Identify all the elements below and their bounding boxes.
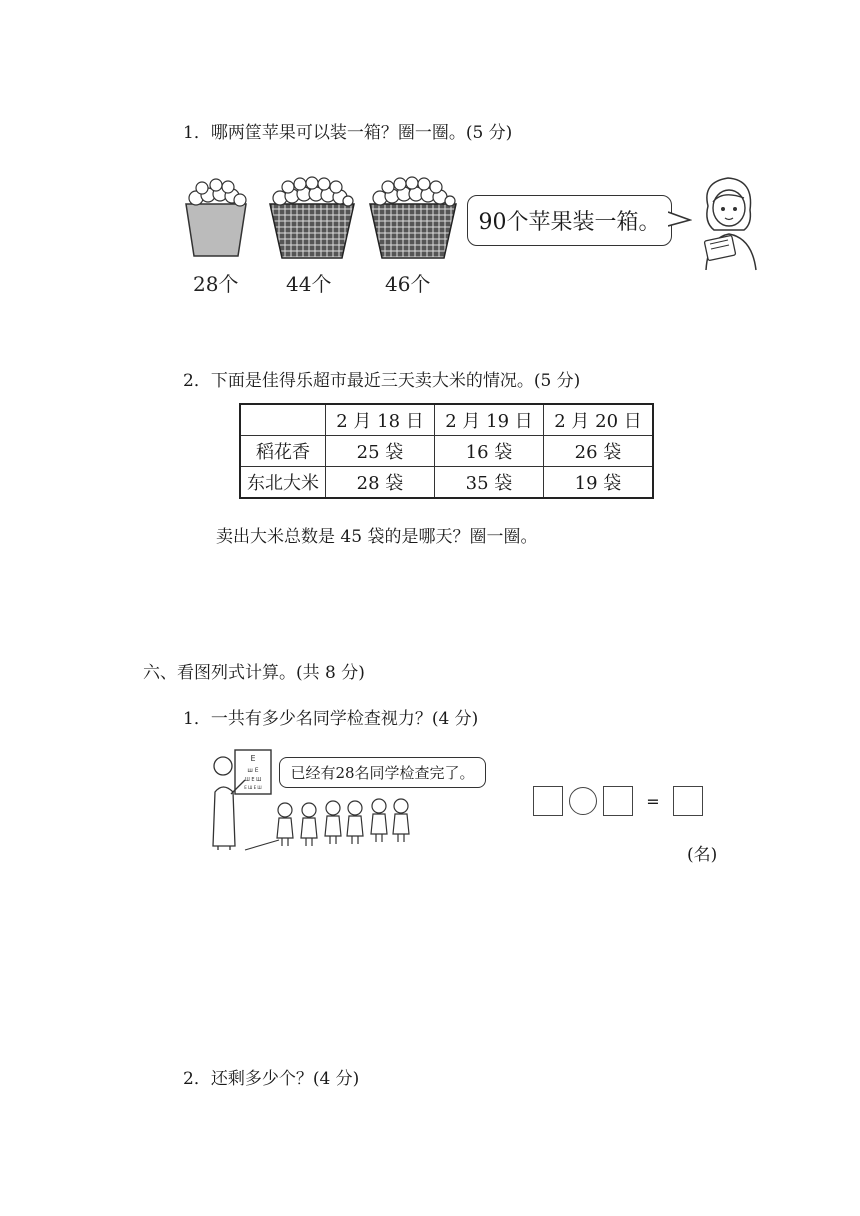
speech-bubble-apples-text: 90个苹果装一箱。	[478, 210, 661, 235]
speech-bubble-students-text: 已经有28名同学检查完了。	[290, 764, 475, 782]
question-2-text: 2．下面是佳得乐超市最近三天卖大米的情况。(5 分)	[183, 371, 581, 391]
table-cell: 19 袋	[544, 467, 654, 499]
rice-sales-table	[239, 403, 654, 499]
speech-bubble-tail-icon	[668, 210, 692, 230]
apple-baskets-illustration	[180, 176, 470, 271]
equation-template	[533, 786, 703, 816]
equals-sign: =	[646, 791, 660, 811]
table-cell: 26 袋	[544, 436, 654, 467]
question-2-prompt: 卖出大米总数是 45 袋的是哪天？圈一圈。	[216, 527, 538, 547]
basket-46-icon	[370, 177, 456, 258]
answer-box-1[interactable]	[533, 786, 563, 816]
basket-44-icon	[270, 177, 354, 258]
operator-circle[interactable]	[569, 787, 597, 815]
svg-text:Ш Е Ш: Ш Е Ш	[244, 777, 262, 783]
speech-bubble-apples	[467, 195, 672, 246]
table-row	[240, 467, 653, 499]
unit-label: (名)	[687, 845, 718, 865]
table-header-cell	[240, 404, 326, 436]
table-cell: 25 袋	[326, 436, 435, 467]
table-cell: 稻花香	[240, 436, 326, 467]
table-header-cell: 2 月 19 日	[435, 404, 544, 436]
basket-label-2: 44个	[286, 272, 332, 296]
answer-box-result[interactable]	[673, 786, 703, 816]
table-row	[240, 436, 653, 467]
table-header-row	[240, 404, 653, 436]
table-cell: 16 袋	[435, 436, 544, 467]
svg-text:E Ш E Ш: E Ш E Ш	[244, 785, 262, 790]
question-6-2-text: 2．还剩多少个？(4 分)	[183, 1069, 360, 1089]
svg-text:E: E	[250, 754, 256, 763]
table-header-cell: 2 月 20 日	[544, 404, 654, 436]
girl-with-notepad-icon	[692, 172, 768, 272]
question-1-text: 1．哪两筐苹果可以装一箱？圈一圈。(5 分)	[183, 123, 513, 143]
section-6-title: 六、看图列式计算。(共 8 分)	[143, 663, 365, 683]
table-header-cell: 2 月 18 日	[326, 404, 435, 436]
svg-text:ш Е: ш Е	[247, 767, 259, 774]
speech-bubble-students	[279, 757, 486, 788]
table-cell: 35 袋	[435, 467, 544, 499]
table-cell: 东北大米	[240, 467, 326, 499]
answer-box-2[interactable]	[603, 786, 633, 816]
basket-label-1: 28个	[193, 272, 239, 296]
table-cell: 28 袋	[326, 467, 435, 499]
basket-label-3: 46个	[385, 272, 431, 296]
question-6-1-text: 1．一共有多少名同学检查视力？(4 分)	[183, 709, 479, 729]
basket-28-icon	[186, 179, 246, 256]
